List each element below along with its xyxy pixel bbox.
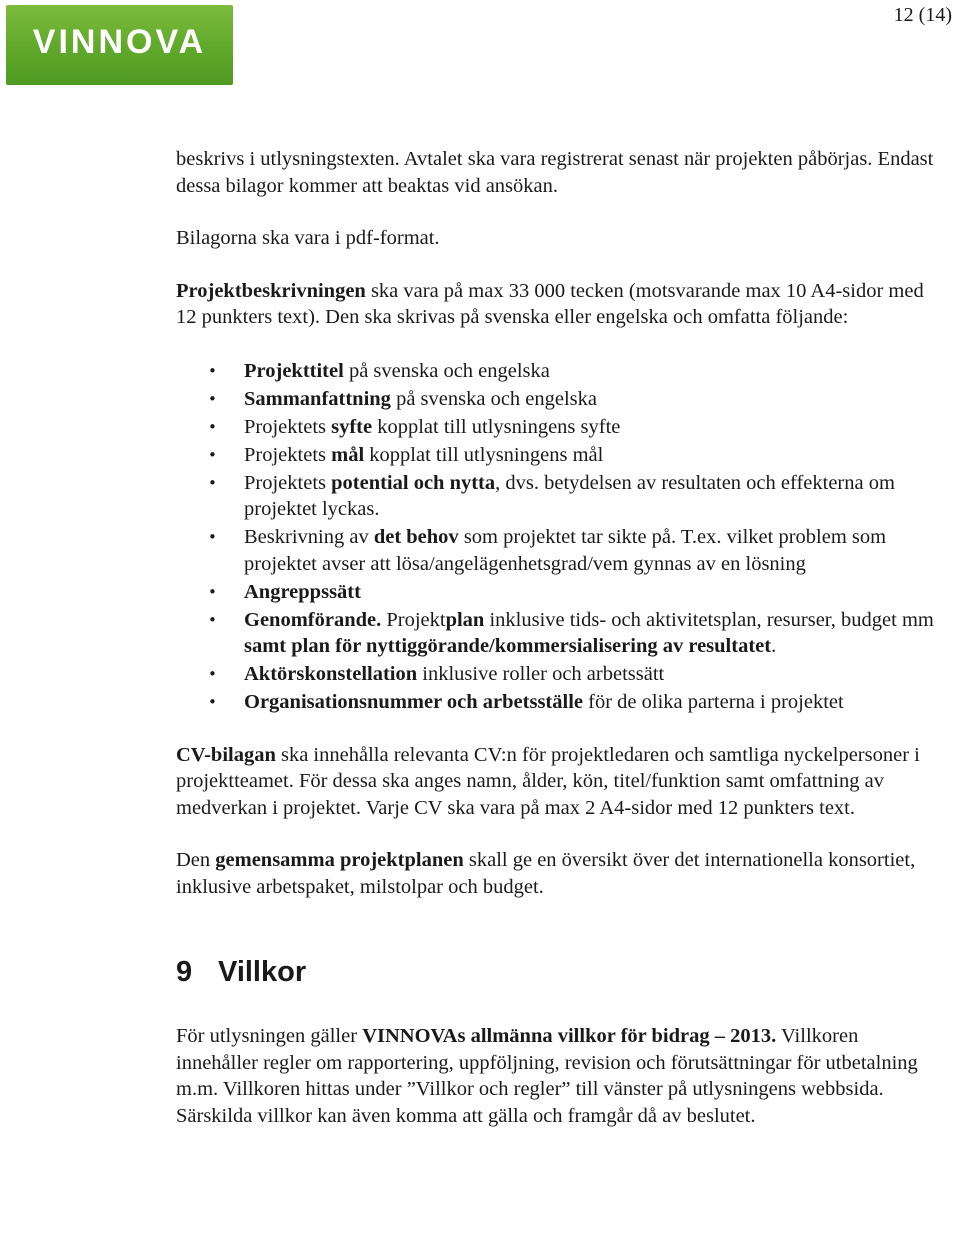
bold-term: gemensamma projektplanen (215, 849, 464, 871)
list-item (176, 386, 936, 413)
paragraph-text: ska innehålla relevanta CV:n för projektledaren och samtliga nyckelpersoner i projektteamet. För dessa ska anges namn, ålder, kön, titel/funktion samt omfattning av medverkan i projektet. Varje CV ska vara på max 2 A4-sidor med 12 punkters text. (176, 743, 920, 819)
bold-term: Angreppssätt (244, 580, 361, 603)
bold-term: VINNOVAs allmänna villkor för bidrag – 2013. (362, 1025, 777, 1047)
paragraph-text: beskrivs i utlysningstexten. Avtalet ska vara registrerat senast när projekten påbörjas. Endast dessa bilagor kommer att beaktas vid ansökan. (176, 148, 934, 197)
bold-term: samt plan för nyttiggörande/kommersialisering av resultatet (244, 635, 772, 657)
list-item (176, 689, 936, 716)
list-item (176, 607, 936, 660)
paragraph-text: ska vara på max 33 000 tecken (motsvarande max 10 A4-sidor med 12 punkters text). Den ska skrivas på svenska eller engelska och omfatta följande: (176, 279, 924, 328)
item-text: , dvs. betydelsen av resultaten och effekterna om projektet lyckas. (244, 471, 895, 520)
section-heading (176, 954, 936, 990)
list-item (176, 524, 936, 577)
item-text: inklusive tids- och aktivitetsplan, resurser, budget mm (484, 608, 934, 631)
logo-text: VINNOVA (32, 23, 207, 61)
paragraph-prefix: För utlysningen gäller (176, 1025, 363, 1047)
item-text: kopplat till utlysningens syfte (372, 415, 621, 438)
list-item (176, 358, 936, 385)
bold-term: Organisationsnummer och arbetsställe (244, 691, 584, 713)
paragraph-text: skall ge en översikt över det internationella konsortiet, inklusive arbetspaket, milstolpar och budget. (176, 849, 916, 898)
bold-term: Aktörskonstellation (244, 663, 418, 685)
paragraph-attachments (176, 146, 936, 199)
paragraph-cv-attachment (176, 742, 936, 822)
bold-term: Genomförande. (244, 608, 382, 631)
bold-term: syfte (331, 415, 373, 438)
item-text: på svenska och engelska (343, 359, 550, 382)
document-body (176, 146, 936, 1129)
item-text: för de olika parterna i projektet (583, 691, 844, 713)
paragraph-prefix: Den (176, 849, 216, 871)
item-prefix: Projektets (244, 443, 332, 466)
item-text: inklusive roller och arbetssätt (417, 663, 665, 685)
bold-term: Sammanfattning (244, 387, 391, 410)
list-item (176, 414, 936, 441)
paragraph-conditions (176, 1023, 936, 1129)
bold-term: det behov (373, 526, 459, 548)
list-item (176, 661, 936, 688)
bold-term: mål (331, 443, 365, 466)
paragraph-project-plan (176, 847, 936, 900)
bold-term: potential och nytta (331, 471, 496, 494)
item-prefix: Projekt (381, 608, 446, 631)
list-item (176, 442, 936, 469)
bold-term: plan (445, 608, 485, 631)
paragraph-text: Villkoren innehåller regler om rapportering, uppföljning, revision och förutsättningar för utbetalning m.m. Villkoren hittas under ”Villkor och regler” till vänster på utlysningens webbsida. Särskilda villkor kan även komma att gälla och framgår då av beslutet. (176, 1025, 918, 1127)
item-prefix: Projektets (244, 415, 332, 438)
item-prefix: Beskrivning av (244, 526, 374, 548)
bold-term: Projekttitel (244, 359, 344, 382)
paragraph-text: Bilagorna ska vara i pdf-format. (176, 227, 440, 249)
list-item (176, 579, 936, 606)
paragraph-project-description (176, 278, 936, 331)
item-end: . (771, 635, 777, 657)
page-number: 12 (14) (893, 4, 952, 26)
section-number: 9 (176, 956, 193, 988)
requirements-list (176, 358, 936, 716)
bold-term: CV-bilagan (176, 743, 276, 766)
item-text: kopplat till utlysningens mål (364, 443, 604, 466)
list-item (176, 470, 936, 523)
section-title: Villkor (218, 956, 307, 988)
item-text: på svenska och engelska (390, 387, 598, 410)
bold-term: Projektbeskrivningen (176, 279, 366, 302)
paragraph-pdf-format (176, 225, 936, 252)
item-prefix: Projektets (244, 471, 332, 494)
item-text: som projektet tar sikte på. T.ex. vilket problem som projektet avser att lösa/angelägenhetsgrad/vem gynnas av en lösning (244, 526, 887, 575)
vinnova-logo (6, 5, 233, 85)
